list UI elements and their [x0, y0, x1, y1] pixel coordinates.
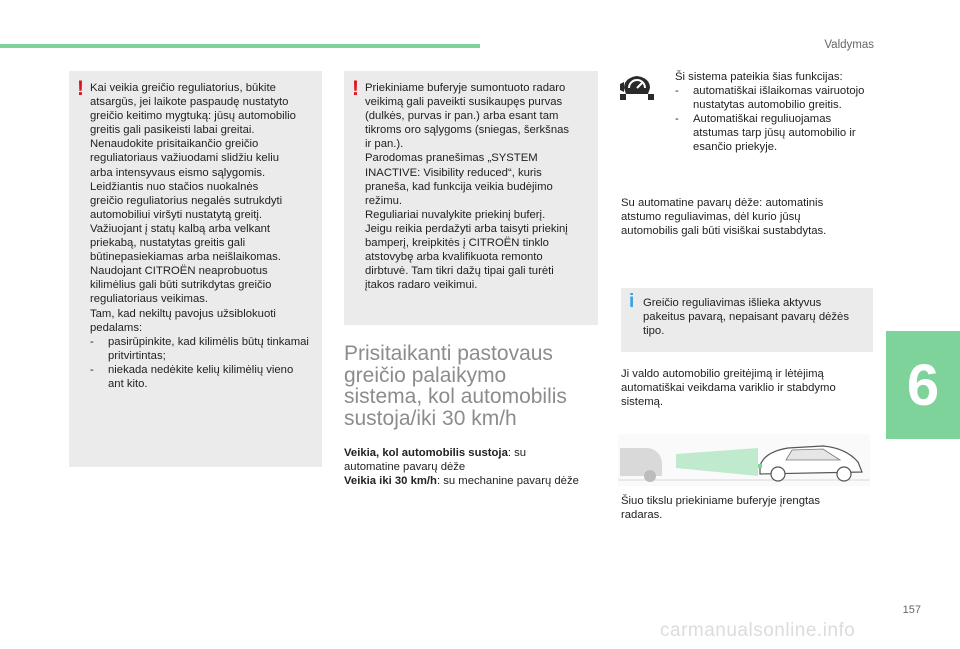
warning-exclamation-icon: ! — [77, 77, 84, 100]
functions-text: Ši sistema pateikia šias funkcijas: - automatiškai išlaikomas vairuotojo nustatytas automobilio greitis. - Automatiškai reguliuojamas atstumas tarp jūsų automobilio ir esančio priekyje. — [675, 70, 875, 155]
warning-line: priekabą, nustatytas greitis gali — [90, 237, 246, 250]
warning-line: režimu. — [365, 194, 403, 207]
warning-line: Leidžiantis nuo stačios nuokalnės — [90, 180, 259, 193]
dash-list-item: - pasirūpinkite, kad kilimėlis būtų tinkamai pritvirtintas; — [90, 335, 309, 362]
warning-line: būtinepasiekiamas arba neišlaikomas. — [90, 251, 281, 264]
warning-line: automobiliui viršyti nustatytą greitį. — [90, 208, 263, 221]
chapter-tab: 6 — [886, 331, 960, 439]
warning-line: greičio keitimo mygtuką: jūsų automobilio — [90, 110, 296, 123]
warning-line: greitis gali pasikeisti labai greitai. — [90, 124, 255, 137]
warning-line: Tam, kad nekiltų pavojus užsiblokuoti — [90, 307, 276, 320]
warning-line: greičio reguliatorius negalės sutrukdyti — [90, 194, 283, 207]
warning-line: Nenaudokite prisitaikančio greičio — [90, 138, 259, 151]
warning-line: INACTIVE: Visibility reduced“, kuris — [365, 166, 542, 179]
warning-line: dirbtuvė. Tam tikri dažų tipai gali turėti — [365, 265, 554, 278]
warning-line: atsargūs, jei laikote paspaudę nustatyto — [90, 96, 289, 109]
warning-line: (dulkės, purvas ir pan.) arba esant tam — [365, 110, 559, 123]
warning-line: tikroms oro sąlygoms (sniegas, šerkšnas — [365, 124, 570, 137]
warning-line: ir pan.). — [365, 138, 404, 151]
availability-text: Veikia, kol automobilis sustoja: su automatine pavarų dėže Veikia iki 30 km/h: su mechanine pavarų dėže — [344, 447, 579, 488]
section-title: Valdymas — [824, 39, 874, 51]
warning-line: įtakos radaro veikimui. — [365, 279, 478, 292]
radar-car-illustration — [618, 434, 870, 486]
info-box: i Greičio reguliavimas išlieka aktyvus pakeitus pavarą, nepaisant pavarų dėžės tipo. — [621, 288, 873, 352]
dash-list-item: - automatiškai išlaikomas vairuotojo nustatytas automobilio greitis. — [675, 85, 865, 112]
automatic-gearbox-text: Su automatine pavarų dėže: automatinis atstumo reguliavimas, dėl kurio jūsų automobilis gali būti visiškai sustabdytas. — [621, 197, 827, 238]
warning-line: kilimėlius gali būti sutrikdytas greičio — [90, 279, 272, 292]
warning-line: Reguliariai nuvalykite priekinį buferį. — [365, 208, 546, 221]
warning-line: Naudojant CITROËN neaprobuotus — [90, 265, 268, 278]
warning-line: Priekiniame buferyje sumontuoto radaro — [365, 82, 566, 94]
warning-line: praneša, kad funkcija veikia budėjimo — [365, 180, 553, 193]
warning-line: pedalams: — [90, 321, 143, 334]
warning-line: Parodomas pranešimas „SYSTEM — [365, 152, 538, 165]
warning-line: bamperį, kreipkitės į CITROËN tinklo — [365, 237, 549, 250]
warning-line: arba intensyvaus eismo sąlygomis. — [90, 166, 266, 179]
acceleration-text: Ji valdo automobilio greitėjimą ir lėtėjimą automatiškai veikdama variklio ir stabdymo sistemą. — [621, 368, 836, 409]
warning-line: atstovybę arba kvalifikuota remonto — [365, 251, 543, 264]
page-number: 157 — [902, 604, 921, 616]
warning-exclamation-icon: ! — [352, 77, 359, 100]
section-heading: Prisitaikanti pastovaus greičio palaikymo sistema, kol automobilis sustoja/iki 30 km/h — [344, 342, 567, 430]
radar-text: Šiuo tikslu priekiniame buferyje įrengtas radaras. — [621, 495, 821, 522]
warning-line: reguliatoriaus veikimas. — [90, 293, 209, 306]
watermark: carmanualsonline.info — [660, 620, 856, 641]
warning-line: Kai veikia greičio reguliatorius, būkite — [90, 82, 276, 94]
warning-box-cruise-control — [69, 71, 322, 467]
warning-line: reguliatoriaus važiuodami slidžiu keliu — [90, 152, 280, 165]
warning-line: veikimą gali paveikti susikaupęs purvas — [365, 96, 563, 109]
info-icon: i — [629, 291, 635, 312]
dash-list-item: - niekada nedėkite kelių kilimėlių vieno ant kito. — [90, 363, 294, 390]
header-accent-bar — [0, 44, 480, 48]
speed-regulator-icon — [618, 72, 656, 102]
dash-list-item: - Automatiškai reguliuojamas atstumas tarp jūsų automobilio ir esančio priekyje. — [675, 113, 856, 154]
warning-line: Važiuojant į statų kalbą arba velkant — [90, 222, 271, 235]
warning-box-radar — [344, 71, 598, 325]
warning-line: Jeigu reikia perdažyti arba taisyti priekinį — [365, 222, 568, 235]
